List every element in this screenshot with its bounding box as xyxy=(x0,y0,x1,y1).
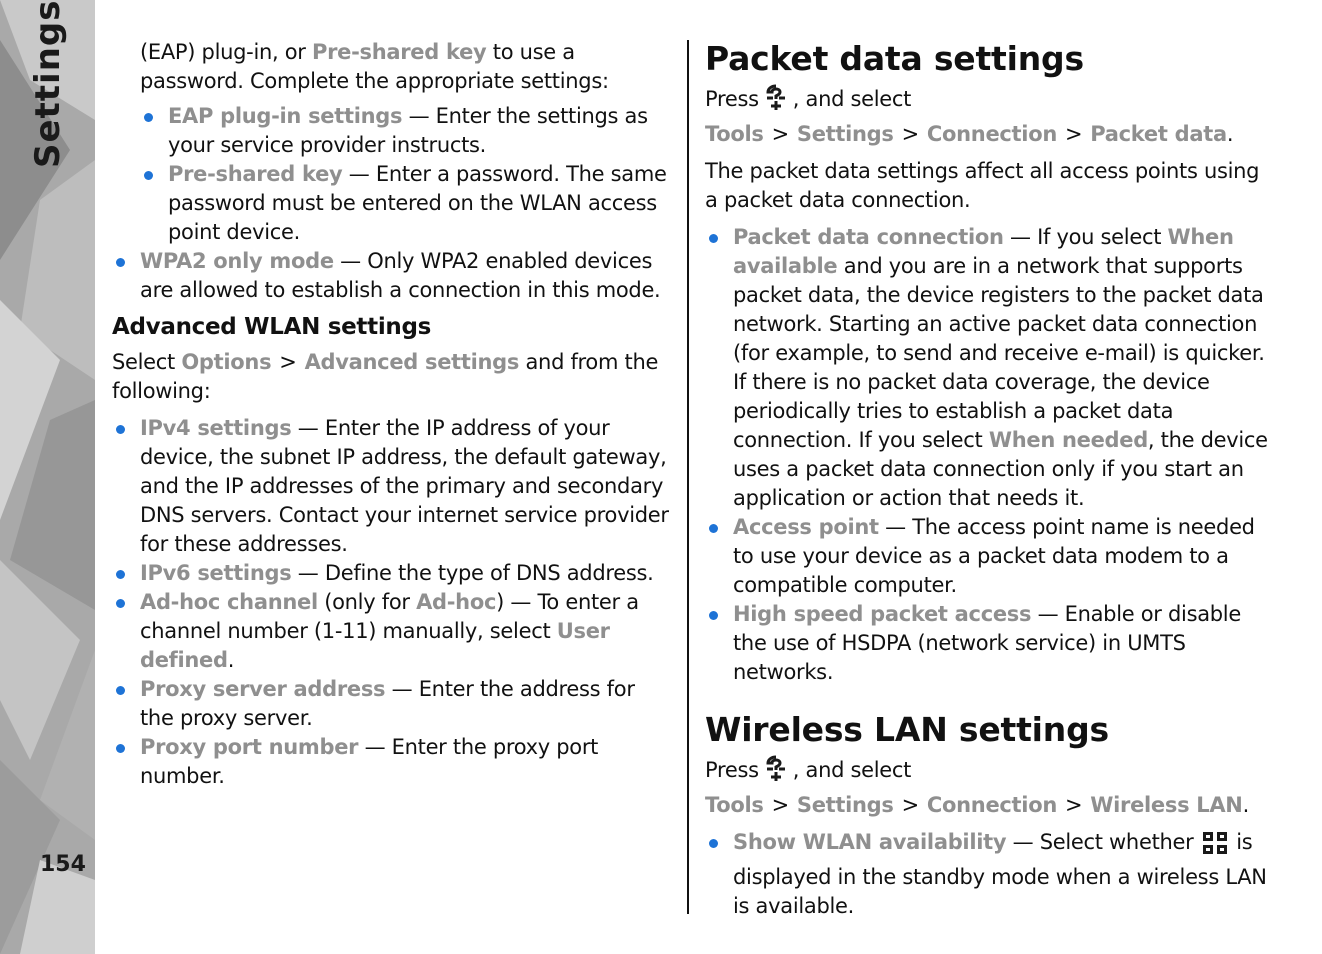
text: . xyxy=(1226,122,1234,146)
text: (EAP) plug-in, or xyxy=(140,40,312,64)
left-column xyxy=(112,38,674,791)
advanced-settings-list xyxy=(112,414,674,791)
wlan-indicator-icon xyxy=(1202,831,1228,863)
keyword: Show WLAN availability xyxy=(733,830,1007,854)
packet-path-paragraph xyxy=(705,84,1270,149)
text: . xyxy=(1242,793,1249,817)
keyword: Connection xyxy=(926,793,1057,817)
keyword: High speed packet access xyxy=(733,602,1032,626)
text: — The access point name is needed to use your device as a packet data modem to a compatible computer. xyxy=(733,515,1255,597)
list-item xyxy=(112,588,674,675)
keyword: WPA2 only mode xyxy=(140,249,334,273)
list-item xyxy=(112,675,674,733)
column-divider xyxy=(687,40,689,914)
text: — Enter the address for the proxy server. xyxy=(140,677,635,730)
keyword: Packet data xyxy=(1090,122,1227,146)
list-item xyxy=(705,223,1270,513)
keyword: Access point xyxy=(733,515,879,539)
keyword: Proxy port number xyxy=(140,735,359,759)
text: — Enter a password. The same password must be entered on the WLAN access point device. xyxy=(168,162,667,244)
keyword: Options xyxy=(181,350,272,374)
eap-intro-paragraph xyxy=(140,38,674,96)
text: is displayed in the standby mode when a wireless LAN is available. xyxy=(733,830,1267,918)
keyword: Pre-shared key xyxy=(168,162,343,186)
text: . xyxy=(227,648,235,672)
path-separator: > xyxy=(771,793,789,817)
keyword: Advanced settings xyxy=(304,350,520,374)
packet-description: The packet data settings affect all access points using a packet data connection. xyxy=(705,159,1260,212)
packet-data-heading: Packet data settings xyxy=(705,39,1084,78)
path-separator: > xyxy=(901,793,919,817)
list-item xyxy=(705,513,1270,600)
keyword: Ad-hoc channel xyxy=(140,590,318,614)
list-item xyxy=(112,414,674,559)
keyword: When needed xyxy=(988,428,1148,452)
menu-key-icon xyxy=(763,84,789,120)
keyword: Tools xyxy=(705,122,764,146)
keyword: Settings xyxy=(796,793,894,817)
list-item xyxy=(112,559,674,588)
wireless-lan-heading: Wireless LAN settings xyxy=(705,710,1109,749)
text: Press xyxy=(705,758,759,782)
path-separator: > xyxy=(279,350,297,374)
path-separator: > xyxy=(1064,122,1083,146)
text: Select xyxy=(112,350,182,374)
section-title-vertical: Settings xyxy=(28,0,68,168)
text: — Only WPA2 enabled devices are allowed to establish a connection in this mode. xyxy=(140,249,661,302)
text: and you are in a network that supports packet data, the device registers to the packet data network. Starting an active packet data connection (for example, to send and receive e-mail) is quicker. If there is no packet data coverage, the device periodically tries to establish a packet data connection. If you select xyxy=(733,254,1265,452)
keyword: EAP plug-in settings xyxy=(168,104,403,128)
wlan-settings-list xyxy=(705,828,1270,921)
wpa2-list xyxy=(112,247,674,305)
list-item xyxy=(112,247,674,305)
text: ) — To enter a channel number (1-11) manually, select xyxy=(140,590,639,643)
keyword: Settings xyxy=(796,122,894,146)
text: , the device uses a packet data connection only if you start an application or action that needs it. xyxy=(733,428,1268,510)
advanced-wlan-heading: Advanced WLAN settings xyxy=(112,314,432,340)
list-item xyxy=(140,102,674,160)
path-separator: > xyxy=(901,122,919,146)
keyword: IPv6 settings xyxy=(140,561,292,585)
text: , and select xyxy=(792,87,912,111)
wlan-path-paragraph xyxy=(705,755,1270,820)
text: (only for xyxy=(317,590,417,614)
advanced-intro-paragraph xyxy=(112,348,674,406)
right-column xyxy=(705,38,1270,921)
text: — Enter the IP address of your device, the subnet IP address, the default gateway, and the IP addresses of the primary and secondary DNS servers. Contact your internet service provider for these addresses. xyxy=(140,416,669,556)
list-item xyxy=(705,600,1270,687)
path-separator: > xyxy=(771,122,789,146)
keyword: Packet data connection xyxy=(733,225,1004,249)
keyword: Tools xyxy=(705,793,764,817)
keyword: Connection xyxy=(926,122,1057,146)
text: — Enter the settings as your service provider instructs. xyxy=(168,104,648,157)
text: — Enter the proxy port number. xyxy=(140,735,599,788)
text: Press xyxy=(705,87,759,111)
text: — Enable or disable the use of HSDPA (network service) in UMTS networks. xyxy=(733,602,1241,684)
path-separator: > xyxy=(1064,793,1083,817)
text: — If you select xyxy=(1003,225,1168,249)
keyword: IPv4 settings xyxy=(140,416,292,440)
keyword: Proxy server address xyxy=(140,677,386,701)
page-number: 154 xyxy=(40,852,86,877)
text: — Select whether xyxy=(1006,830,1200,854)
keyword: User defined xyxy=(140,619,610,672)
eap-sub-list xyxy=(140,102,674,247)
text: , and select xyxy=(792,758,912,782)
keyword: Wireless LAN xyxy=(1090,793,1243,817)
keyword: Ad-hoc xyxy=(416,590,497,614)
keyword: Pre-shared key xyxy=(312,40,487,64)
list-item xyxy=(112,733,674,791)
menu-key-icon xyxy=(763,755,789,791)
text: and from the following: xyxy=(112,350,659,403)
list-item xyxy=(705,828,1270,921)
list-item xyxy=(140,160,674,247)
text: to use a password. Complete the appropriate settings: xyxy=(140,40,609,93)
packet-settings-list xyxy=(705,223,1270,687)
sidebar xyxy=(0,0,95,954)
keyword: When available xyxy=(733,225,1234,278)
text: — Define the type of DNS address. xyxy=(291,561,654,585)
